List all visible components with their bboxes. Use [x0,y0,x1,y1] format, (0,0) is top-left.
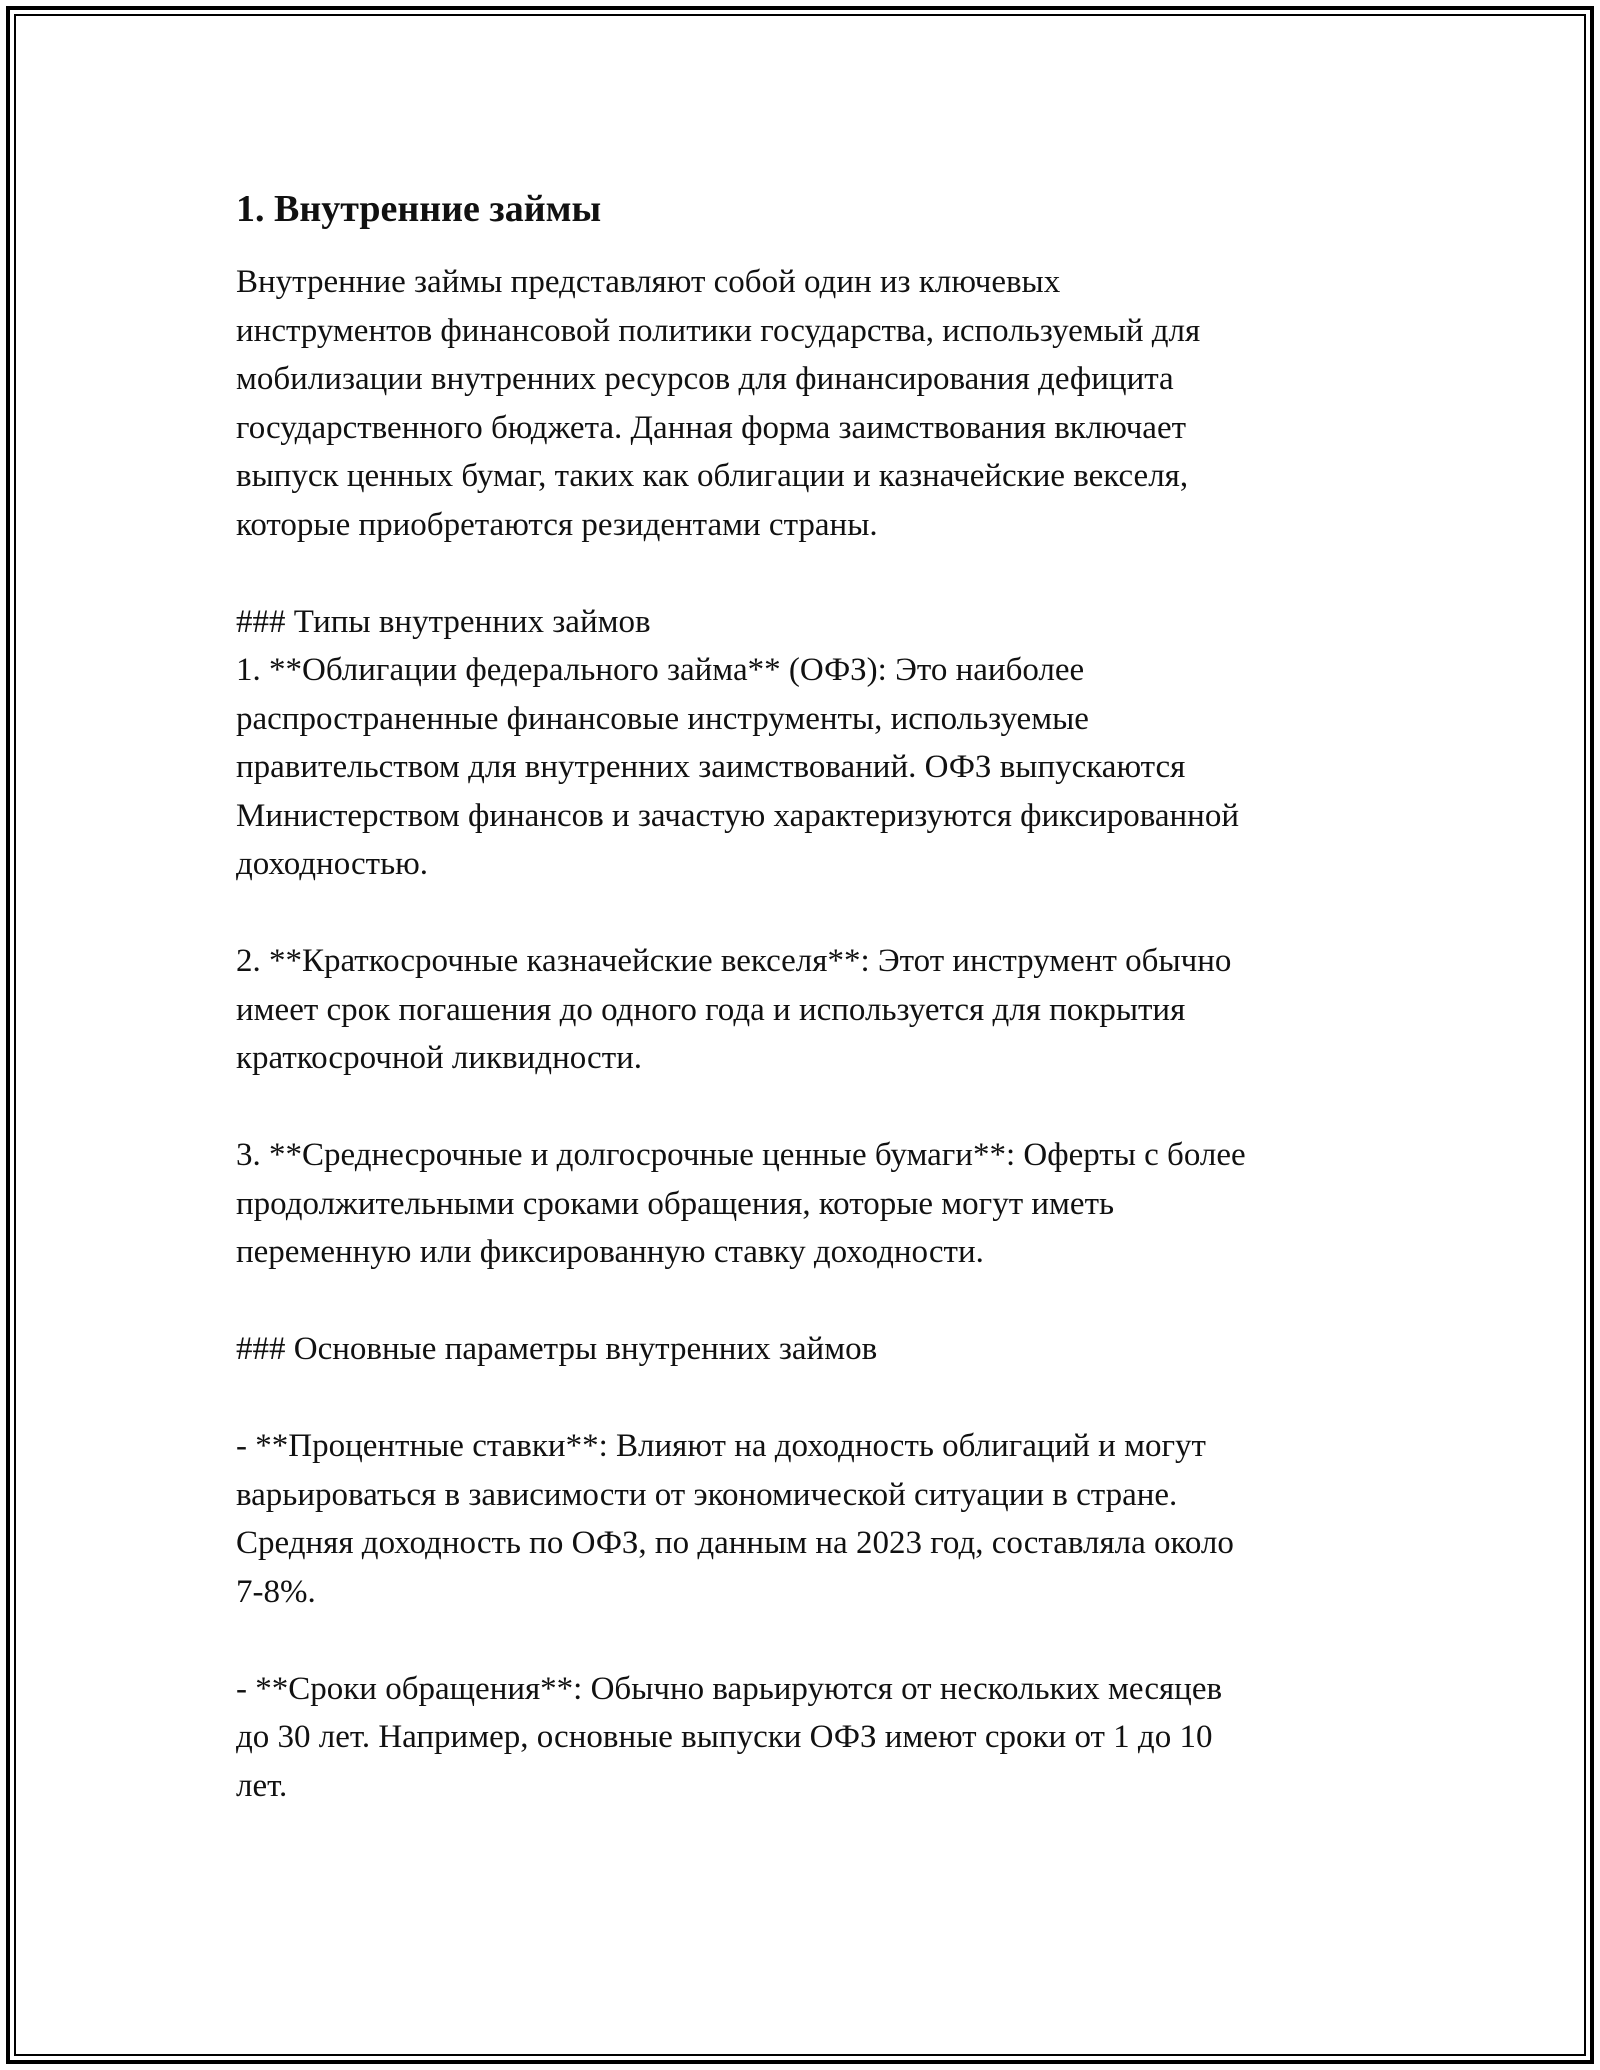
text-line: краткосрочной ликвидности. [236,1040,643,1076]
document-title: 1. Внутренние займы [236,188,602,230]
text-line: переменную или фиксированную ставку доходности. [236,1234,984,1270]
text-line: лет. [236,1767,288,1804]
text-line: 7-8%. [236,1573,316,1610]
section-heading-parameters: ### Основные параметры внутренних займов [236,1331,878,1367]
bullet-interest-rates [236,1422,1386,1616]
paragraph-gap [236,549,1386,598]
types-section [236,598,1386,889]
text-line: которые приобретаются резидентами страны. [236,506,878,543]
text-line: - **Процентные ставки**: Влияют на доходность облигаций и могут [236,1428,1206,1464]
list-item-ofz: 1. **Облигации федерального займа** (ОФЗ): Это наиболее [236,652,1085,688]
list-item-medium-long-term [236,1131,1386,1277]
paragraph-gap [236,1083,1386,1132]
text-line: Средняя доходность по ОФЗ, по данным на 2023 год, составляла около [236,1525,1234,1561]
section-heading-types: ### Типы внутренних займов [236,603,651,640]
text-line: варьироваться в зависимости от экономической ситуации в стране. [236,1476,1178,1513]
paragraph-gap [236,1277,1386,1326]
text-line: выпуск ценных бумаг, таких как облигации и казначейские векселя, [236,458,1189,494]
paragraph-gap [236,1616,1386,1665]
bullet-maturity-terms [236,1665,1386,1811]
text-line: доходностью. [236,846,429,882]
paragraph-gap [236,1374,1386,1423]
text-line: 3. **Среднесрочные и долгосрочные ценные бумаги**: Оферты с более [236,1137,1246,1173]
list-item-treasury-bills [236,937,1386,1083]
text-line: инструментов финансовой политики государства, используемый для [236,312,1201,349]
text-line: 2. **Краткосрочные казначейские векселя**: Этот инструмент обычно [236,943,1232,979]
text-line: Внутренние займы представляют собой один из ключевых [236,264,1061,300]
parameters-section [236,1325,1386,1374]
document-body [236,186,1386,1810]
text-line: распространенные финансовые инструменты, используемые [236,700,1089,737]
text-line: правительством для внутренних заимствований. ОФЗ выпускаются [236,749,1186,785]
text-line: мобилизации внутренних ресурсов для финансирования дефицита [236,361,1174,397]
text-line: государственного бюджета. Данная форма заимствования включает [236,409,1187,446]
text-line: до 30 лет. Например, основные выпуски ОФЗ имеют сроки от 1 до 10 [236,1719,1213,1755]
intro-paragraph [236,258,1386,549]
text-line: - **Сроки обращения**: Обычно варьируются от нескольких месяцев [236,1670,1223,1707]
text-line: имеет срок погашения до одного года и используется для покрытия [236,991,1186,1028]
paragraph-gap [236,889,1386,938]
text-line: продолжительными сроками обращения, которые могут иметь [236,1185,1115,1222]
text-line: Министерством финансов и зачастую характеризуются фиксированной [236,797,1239,834]
